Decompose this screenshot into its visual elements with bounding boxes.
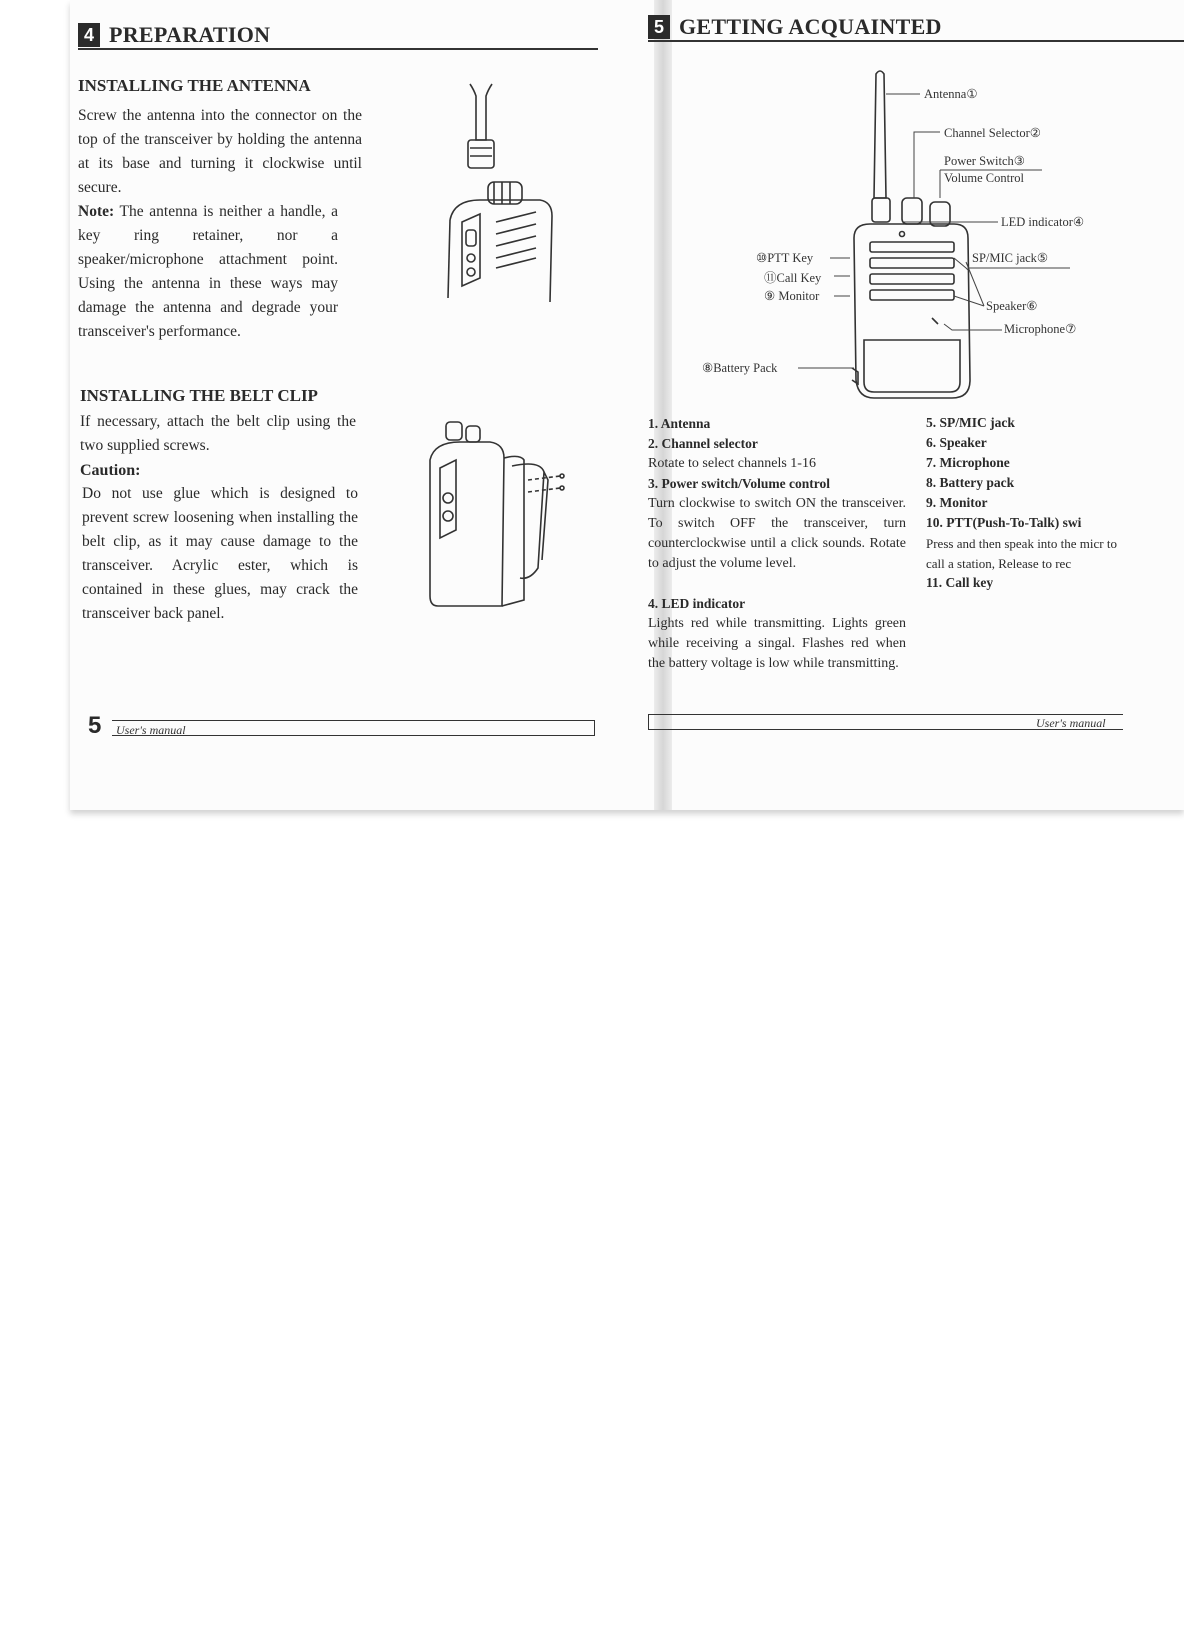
antenna-note xyxy=(78,200,338,344)
item-3-power-switch: 3. Power switch/Volume control xyxy=(648,476,830,491)
item-5-sp-mic-jack: 5. SP/MIC jack xyxy=(926,415,1015,430)
heading-installing-antenna: INSTALLING THE ANTENNA xyxy=(78,76,311,95)
section-number: 4 xyxy=(78,23,100,47)
item-2-channel-selector: 2. Channel selector xyxy=(648,436,758,451)
heading-installing-belt-clip: INSTALLING THE BELT CLIP xyxy=(80,386,318,405)
item-10-description: Press and then speak into the micr to call a station, Release to rec xyxy=(926,536,1117,571)
callout-volume-control: Volume Control xyxy=(944,171,1024,185)
book-gutter xyxy=(654,0,672,810)
callout-ptt-key: ⑩PTT Key xyxy=(756,251,814,265)
section-number: 5 xyxy=(648,15,670,39)
note-body: The antenna is neither a handle, a key ring retainer, nor a speaker/microphone attachment point. Using the antenna in these ways may damage the antenna and degrade your transceiver's performance. xyxy=(78,203,338,340)
item-9-monitor: 9. Monitor xyxy=(926,495,988,510)
item-2-description: Rotate to select channels 1-16 xyxy=(648,456,816,471)
callout-power-switch: Power Switch③ xyxy=(944,154,1025,168)
item-4-led-indicator: 4. LED indicator xyxy=(648,596,746,611)
item-10-ptt: 10. PTT(Push-To-Talk) swi xyxy=(926,515,1082,530)
footer-text: User's manual xyxy=(1036,716,1106,730)
item-1-antenna: 1. Antenna xyxy=(648,416,711,431)
belt-clip-instructions: If necessary, attach the belt clip using the two supplied screws. xyxy=(80,413,356,454)
callout-channel-selector: Channel Selector② xyxy=(944,126,1041,140)
page-number: 5 xyxy=(88,712,102,739)
callout-leaders xyxy=(672,0,1184,420)
item-6-speaker: 6. Speaker xyxy=(926,435,987,450)
callout-microphone: Microphone⑦ xyxy=(1004,322,1077,336)
section-header-preparation xyxy=(78,22,598,50)
belt-clip-illustration xyxy=(420,420,570,610)
caution-body: Do not use glue which is designed to prevent screw loosening when installing the belt clip, as it may cause damage to the transceiver. Acrylic ester, which is contained in these glues, may crack the transceiver back panel. xyxy=(82,485,358,622)
section-title: GETTING ACQUAINTED xyxy=(679,14,942,39)
callout-led-indicator: LED indicator④ xyxy=(1001,215,1085,229)
antenna-instructions: Screw the antenna into the connector on the top of the transceiver by holding the antenna at its base and turning it clockwise until secure. xyxy=(78,107,362,196)
callout-call-key: ⑪Call Key xyxy=(764,271,822,285)
callout-antenna: Antenna① xyxy=(924,87,978,101)
item-8-battery-pack: 8. Battery pack xyxy=(926,475,1015,490)
item-7-microphone: 7. Microphone xyxy=(926,455,1010,470)
note-label: Note: xyxy=(78,203,115,220)
item-4-description: Lights red while transmitting. Lights green while receiving a singal. Flashes red when the battery voltage is low while transmitting. xyxy=(648,616,906,671)
callout-monitor: ⑨ Monitor xyxy=(764,289,820,303)
caution-label: Caution: xyxy=(80,462,141,479)
callout-battery-pack: ⑧Battery Pack xyxy=(702,361,778,375)
antenna-install-illustration xyxy=(440,82,560,302)
left-page xyxy=(70,0,654,810)
item-3-description: Turn clockwise to switch ON the transceiver. To switch OFF the transceiver, turn counterclockwise until a click sounds. Rotate to adjust the volume level. xyxy=(648,496,906,571)
callout-sp-mic-jack: SP/MIC jack⑤ xyxy=(972,251,1049,265)
item-11-call-key: 11. Call key xyxy=(926,575,994,590)
callout-speaker: Speaker⑥ xyxy=(986,299,1038,313)
footer-text: User's manual xyxy=(116,723,186,737)
section-title: PREPARATION xyxy=(109,22,271,47)
right-page xyxy=(648,0,1184,810)
